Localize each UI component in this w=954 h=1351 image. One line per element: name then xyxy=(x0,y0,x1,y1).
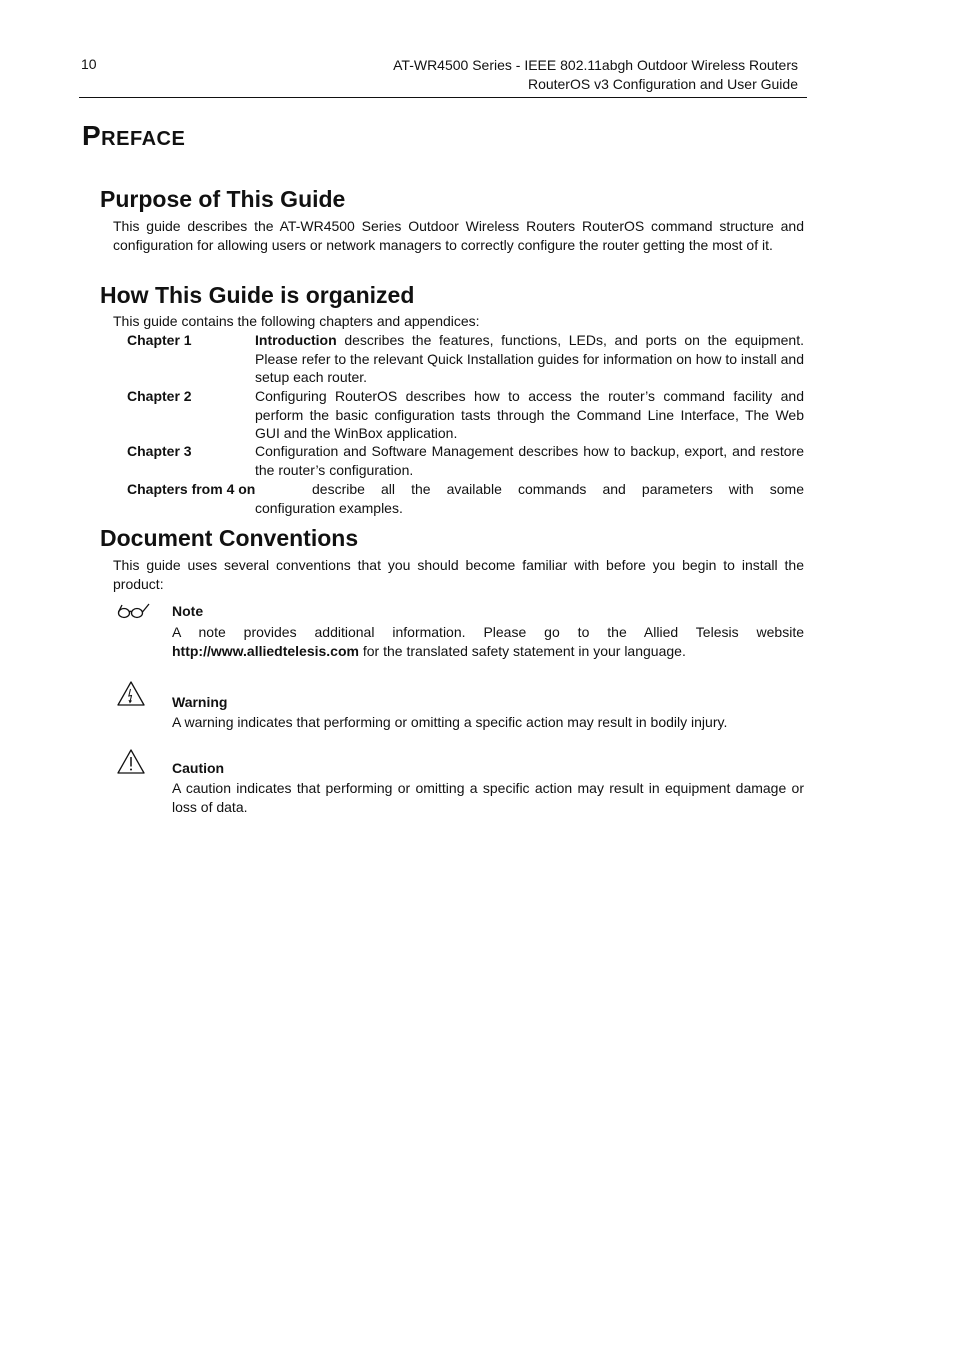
section-heading-purpose: Purpose of This Guide xyxy=(100,186,346,212)
caution-text: A caution indicates that performing or omitting a specific action may result in equipment damage or loss of data. xyxy=(172,780,804,815)
chapter-entry-description: Configuring RouterOS describes how to access the router’s command facility and perform the basic configuration tasts through the Command Line Interface, The Web GUI and the WinBox application. xyxy=(255,388,804,442)
section-heading-organization: How This Guide is organized xyxy=(100,282,415,308)
caution-exclamation-icon xyxy=(116,748,146,775)
running-header-line2: RouterOS v3 Configuration and User Guide xyxy=(527,76,798,92)
warning-title: Warning xyxy=(172,694,228,710)
chapter-entry-label: Chapter 1 xyxy=(127,332,192,348)
chapter-entry-description: Configuration and Software Management describes how to backup, export, and restore the router’s configuration. xyxy=(255,443,804,478)
chapter-entry-text: describes the features, functions, LEDs, and ports on the equipment. Please refer to the relevant Quick Installation guides for information on how to install and setup each router. xyxy=(255,332,804,386)
note-website-link: http://www.alliedtelesis.com xyxy=(172,642,359,659)
note-text xyxy=(172,623,804,660)
section-heading-conventions: Document Conventions xyxy=(100,525,359,551)
page-number: 10 xyxy=(81,56,97,72)
conventions-intro: This guide uses several conventions that you should become familiar with before you begin to install the product: xyxy=(113,557,804,592)
note-glasses-icon xyxy=(116,602,152,620)
running-header-line1: AT-WR4500 Series - IEEE 802.11abgh Outdoor Wireless Routers xyxy=(393,57,798,73)
chapter-entry-description-line1: describe all the available commands and parameters with some xyxy=(312,481,804,497)
caution-title: Caution xyxy=(172,760,225,776)
header-rule xyxy=(79,97,807,98)
chapter-entry-label: Chapter 3 xyxy=(127,443,192,459)
chapter-entry-description-line2: configuration examples. xyxy=(255,499,403,516)
chapter-entry-bold-lead: Introduction xyxy=(255,332,337,348)
chapter-entry-description xyxy=(255,331,804,387)
chapter-entry-label: Chapters from 4 on xyxy=(127,481,256,497)
organization-intro: This guide contains the following chapters and appendices: xyxy=(113,313,480,329)
purpose-paragraph: This guide describes the AT-WR4500 Series Outdoor Wireless Routers RouterOS command structure and configuration for allowing users or network managers to correctly configure the router getting the most of it. xyxy=(113,218,804,253)
warning-text: A warning indicates that performing or omitting a specific action may result in bodily injury. xyxy=(172,714,728,730)
note-title: Note xyxy=(172,603,204,619)
note-text-before: A note provides additional information. Please go to the Allied Telesis website xyxy=(172,624,804,640)
note-text-after: for the translated safety statement in your language. xyxy=(358,642,686,659)
chapter-entry-label: Chapter 2 xyxy=(127,388,192,404)
chapter-title: Preface xyxy=(82,120,186,151)
running-header xyxy=(393,56,798,94)
warning-lightning-icon xyxy=(116,680,146,707)
